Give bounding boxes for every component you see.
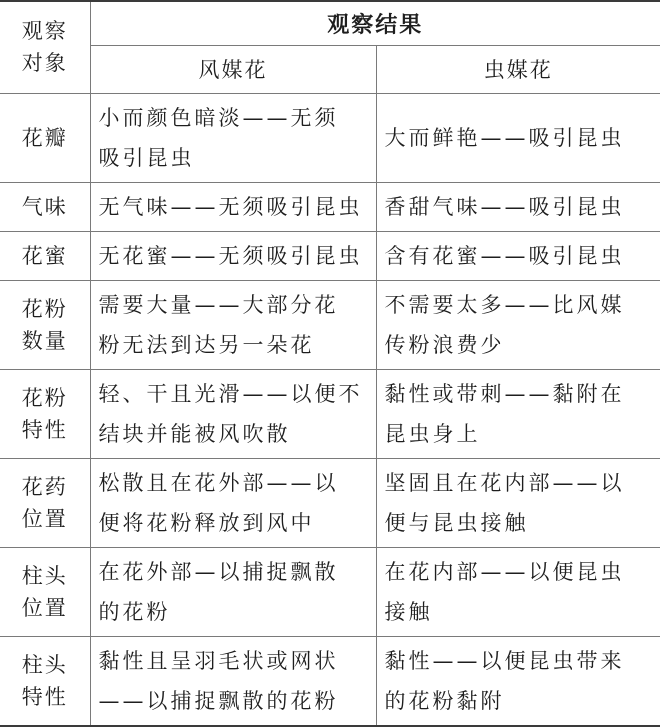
object-header-line2: 对象	[21, 51, 68, 76]
wind-pollinated-text: ——以捕捉飘散的花粉	[98, 688, 339, 713]
table-row	[0, 231, 660, 280]
insect-pollinated-cell	[376, 182, 660, 231]
observation-object-text: 特性	[21, 417, 68, 442]
object-header-line1: 观察	[21, 19, 68, 44]
insect-pollinated-text: 黏性——以便昆虫带来	[384, 648, 625, 673]
insect-pollinated-text: 不需要太多——比风媒	[384, 292, 625, 317]
insect-pollinated-text: 大而鲜艳——吸引昆虫	[384, 125, 625, 150]
wind-pollinated-header: 风媒花	[90, 45, 376, 93]
wind-pollinated-text: 无气味——无须吸引昆虫	[98, 194, 363, 219]
object-header-cell	[0, 1, 90, 93]
insect-pollinated-text: 便与昆虫接触	[384, 510, 529, 535]
observation-object-cell	[0, 547, 90, 636]
observation-object-text: 数量	[21, 328, 68, 353]
insect-pollinated-text: 传粉浪费少	[384, 332, 505, 357]
wind-pollinated-cell	[90, 369, 376, 458]
wind-pollinated-cell	[90, 93, 376, 182]
wind-pollinated-cell	[90, 231, 376, 280]
wind-pollinated-text: 无花蜜——无须吸引昆虫	[98, 243, 363, 268]
observation-object-text: 气味	[21, 194, 68, 219]
table-row	[0, 280, 660, 369]
table-row	[0, 636, 660, 726]
wind-pollinated-text: 小而颜色暗淡——无须	[98, 105, 339, 130]
result-header: 观察结果	[90, 1, 660, 45]
table-row	[0, 458, 660, 547]
wind-pollinated-text: 在花外部—以捕捉飘散	[98, 559, 339, 584]
observation-object-text: 花药	[21, 474, 68, 499]
insect-pollinated-cell	[376, 231, 660, 280]
observation-object-text: 花粉	[21, 385, 68, 410]
wind-pollinated-cell	[90, 547, 376, 636]
wind-pollinated-cell	[90, 636, 376, 726]
insect-pollinated-text: 含有花蜜——吸引昆虫	[384, 243, 625, 268]
table-row	[0, 547, 660, 636]
wind-pollinated-text: 需要大量——大部分花	[98, 292, 339, 317]
wind-pollinated-cell	[90, 458, 376, 547]
table-row	[0, 369, 660, 458]
observation-object-text: 位置	[21, 595, 68, 620]
insect-pollinated-text: 坚固且在花内部——以	[384, 470, 625, 495]
wind-pollinated-text: 松散且在花外部——以	[98, 470, 339, 495]
observation-object-cell	[0, 231, 90, 280]
insect-pollinated-text: 黏性或带刺——黏附在	[384, 381, 625, 406]
observation-object-cell	[0, 182, 90, 231]
wind-pollinated-cell	[90, 280, 376, 369]
insect-pollinated-cell	[376, 636, 660, 726]
insect-pollinated-cell	[376, 280, 660, 369]
table-row	[0, 93, 660, 182]
observation-object-text: 花蜜	[21, 243, 68, 268]
wind-pollinated-text: 便将花粉释放到风中	[98, 510, 315, 535]
insect-pollinated-cell	[376, 93, 660, 182]
observation-object-cell	[0, 636, 90, 726]
insect-pollinated-text: 的花粉黏附	[384, 688, 505, 713]
observation-object-text: 柱头	[21, 563, 68, 588]
observation-object-cell	[0, 93, 90, 182]
wind-pollinated-text: 轻、干且光滑——以便不	[98, 381, 363, 406]
wind-pollinated-cell	[90, 182, 376, 231]
insect-pollinated-cell	[376, 458, 660, 547]
wind-pollinated-text: 黏性且呈羽毛状或网状	[98, 648, 339, 673]
insect-pollinated-text: 接触	[384, 599, 433, 624]
observation-object-text: 特性	[21, 684, 68, 709]
insect-pollinated-text: 香甜气味——吸引昆虫	[384, 194, 625, 219]
observation-object-cell	[0, 369, 90, 458]
wind-pollinated-text: 吸引昆虫	[98, 145, 195, 170]
observation-object-text: 柱头	[21, 652, 68, 677]
insect-pollinated-text: 在花内部——以便昆虫	[384, 559, 625, 584]
wind-pollinated-text: 的花粉	[98, 599, 171, 624]
observation-object-cell	[0, 280, 90, 369]
wind-pollinated-text: 粉无法到达另一朵花	[98, 332, 315, 357]
insect-pollinated-text: 昆虫身上	[384, 421, 481, 446]
observation-object-text: 花粉	[21, 296, 68, 321]
insect-pollinated-cell	[376, 547, 660, 636]
insect-pollinated-cell	[376, 369, 660, 458]
wind-pollinated-text: 结块并能被风吹散	[98, 421, 291, 446]
observation-object-text: 位置	[21, 506, 68, 531]
table-row	[0, 182, 660, 231]
insect-pollinated-header: 虫媒花	[376, 45, 660, 93]
table-body	[0, 93, 660, 726]
observation-object-cell	[0, 458, 90, 547]
observation-object-text: 花瓣	[21, 125, 68, 150]
